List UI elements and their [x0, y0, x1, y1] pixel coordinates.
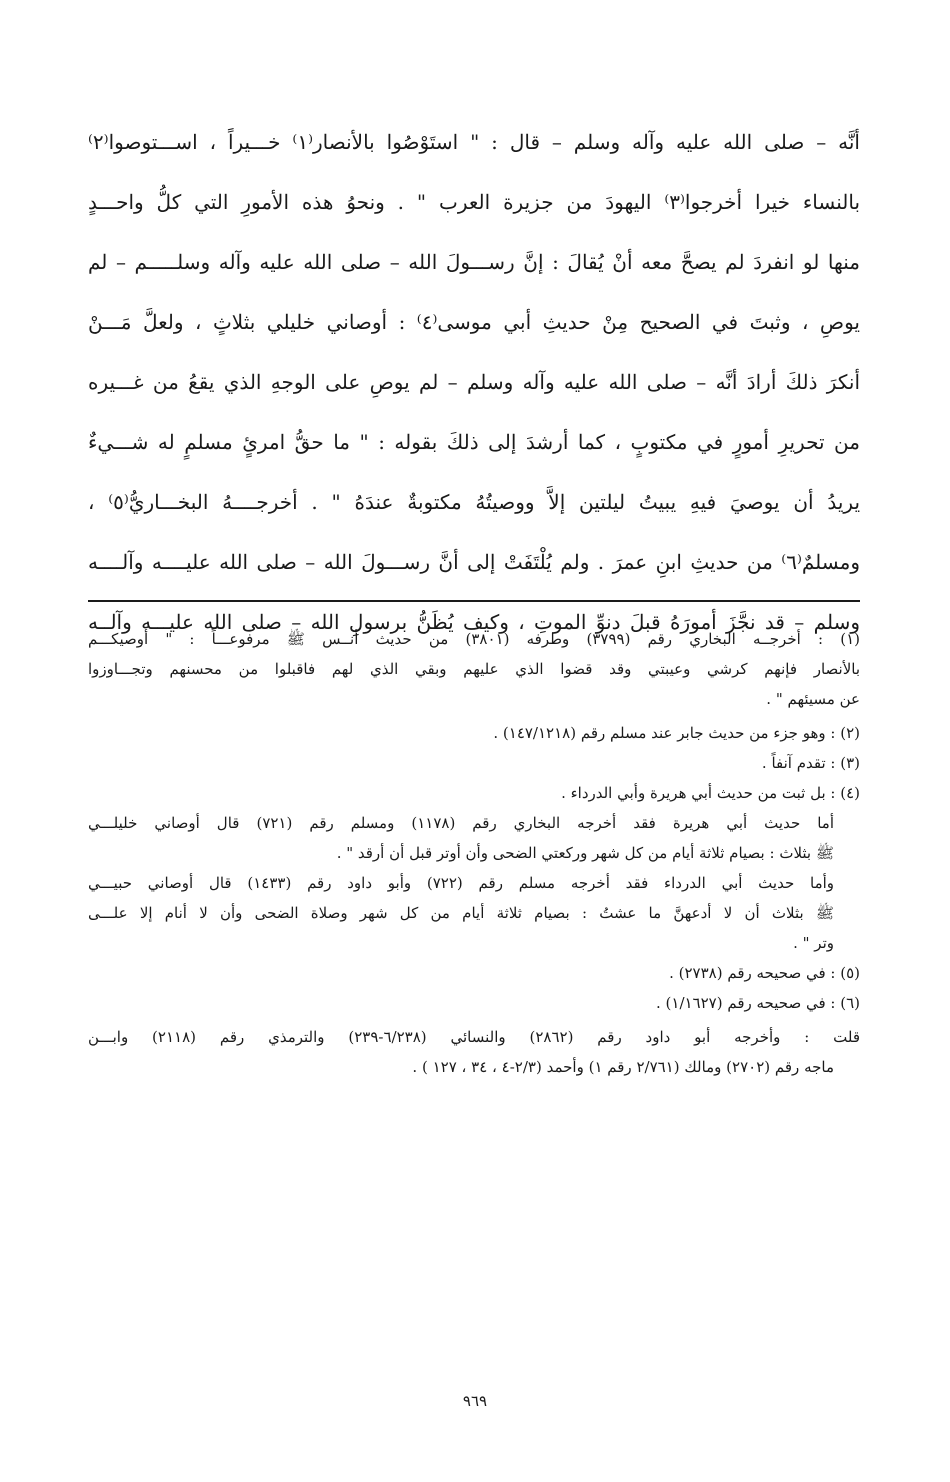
footnote-line: ﷺ بثلاث أن لا أدعهنَّ ما عشتُ : بصيام ثلاثة أيام من كل شهر وصلاة الضحى وأن لا أنام إلا علـــى: [88, 904, 834, 922]
body-line: بالنساء خيرا أخرجوا⁽٣⁾ اليهودَ من جزيرة العرب " . ونحوُ هذه الأمورِ التي كلُّ واحـــدٍ: [88, 190, 860, 214]
body-line: منها لو انفردَ لم يصحَّ معه أنْ يُقالَ : إنَّ رســـولَ الله – صلى الله عليه وآله وسلـــــم – لم: [88, 250, 860, 274]
footnote-line: (٦) : في صحيحه رقم (١/١٦٢٧) .: [656, 994, 860, 1012]
body-line: أنكرَ ذلكَ أرادَ أنَّه – صلى الله عليه وآله وسلم – لم يوصِ على الوجهِ الذي يقعُ من غـــيره: [88, 370, 860, 394]
footnote-line: أما حديث أبي هريرة فقد أخرجه البخاري رقم (١١٧٨) ومسلم رقم (٧٢١) قال أوصاني خليلـــي: [88, 814, 835, 832]
body-line: أنَّه – صلى الله عليه وآله وسلم – قال : " استَوْصُوا بالأنصار⁽١⁾ خـــيراً ، اســـتوصوا⁽٢⁾: [88, 130, 860, 154]
footnote-line: بالأنصار فإنهم كرشي وعيبتي وقد قضوا الذي عليهم وبقي الذي لهم فاقبلوا من محسنهم وتجـــاوزوا: [88, 660, 860, 678]
footnote-line: (١) : أخرجــه البخاري رقم (٣٧٩٩) وطرفه (٣٨٠١) من حديث أنــس ﷺ مرفوعـــاً : " أوصيكـــم: [88, 630, 860, 648]
footnote-line: عن مسيئهم " .: [766, 690, 860, 708]
footnote-line: وتر " .: [793, 934, 834, 952]
footnote-line: ﷺ بثلاث : بصيام ثلاثة أيام من كل شهر وركعتي الضحى وأن أوتر قبل أن أرقد " .: [336, 844, 834, 862]
footnote-divider: [88, 600, 860, 602]
footnote-line: (٣) : تقدم آنفاً .: [761, 754, 860, 772]
footnote-line: (٢) : وهو جزء من حديث جابر عند مسلم رقم (١٤٧/١٢١٨) .: [493, 724, 860, 742]
page-number: ٩٦٩: [462, 1392, 488, 1410]
body-line: ومسلمٌ⁽٦⁾ من حديثِ ابنِ عمرَ . ولم يُلْتَفَتْ إلى أنَّ رســـولَ الله – صلى الله عليــــه وآلــــه: [88, 550, 860, 574]
footnotes-section: [88, 624, 860, 1082]
main-body-text: [88, 112, 860, 652]
footnote-line: ماجه رقم (٢٧٠٢) ومالك (٢/٧٦١ رقم ١) وأحمد (٢/٣-٤ ، ٣٤ ، ١٢٧ ) .: [412, 1058, 834, 1076]
footnote-line: (٤) : بل ثبت من حديث أبي هريرة وأبي الدرداء .: [561, 784, 860, 802]
body-line: من تحريرِ أمورٍ في مكتوبٍ ، كما أرشدَ إلى ذلكَ بقوله : " ما حقُّ امرئٍ مسلمٍ له شـــيءٌ: [88, 430, 860, 454]
footnote-line: قلت : وأخرجه أبو داود رقم (٢٨٦٢) والنسائي (٦/٢٣٨-٢٣٩) والترمذي رقم (٢١١٨) وابـــن: [88, 1028, 860, 1046]
body-line: يريدُ أن يوصيَ فيهِ يبيتُ ليلتين إلاَّ ووصيتُهُ مكتوبةٌ عندَهُ " . أخرجــــهُ البخـــاريُّ⁽٥⁾ ،: [88, 490, 860, 514]
body-line: يوصِ ، وثبتَ في الصحيح مِنْ حديثِ أبي موسى⁽٤⁾ : أوصاني خليلي بثلاثٍ ، ولعلَّ مَـــنْ: [88, 310, 860, 334]
body-line: وسلم – قد نجَّزَ أمورَهُ قبلَ دنوِّ الموتِ ، وكيف يُظَنُّ برسولِ الله – صلى الله عليـــه وآلــه: [88, 610, 860, 634]
footnote-line: وأما حديث أبي الدرداء فقد أخرجه مسلم رقم (٧٢٢) وأبو داود رقم (١٤٣٣) قال أوصاني حبيـــي: [88, 874, 835, 892]
footnote-line: (٥) : في صحيحه رقم (٢٧٣٨) .: [669, 964, 860, 982]
